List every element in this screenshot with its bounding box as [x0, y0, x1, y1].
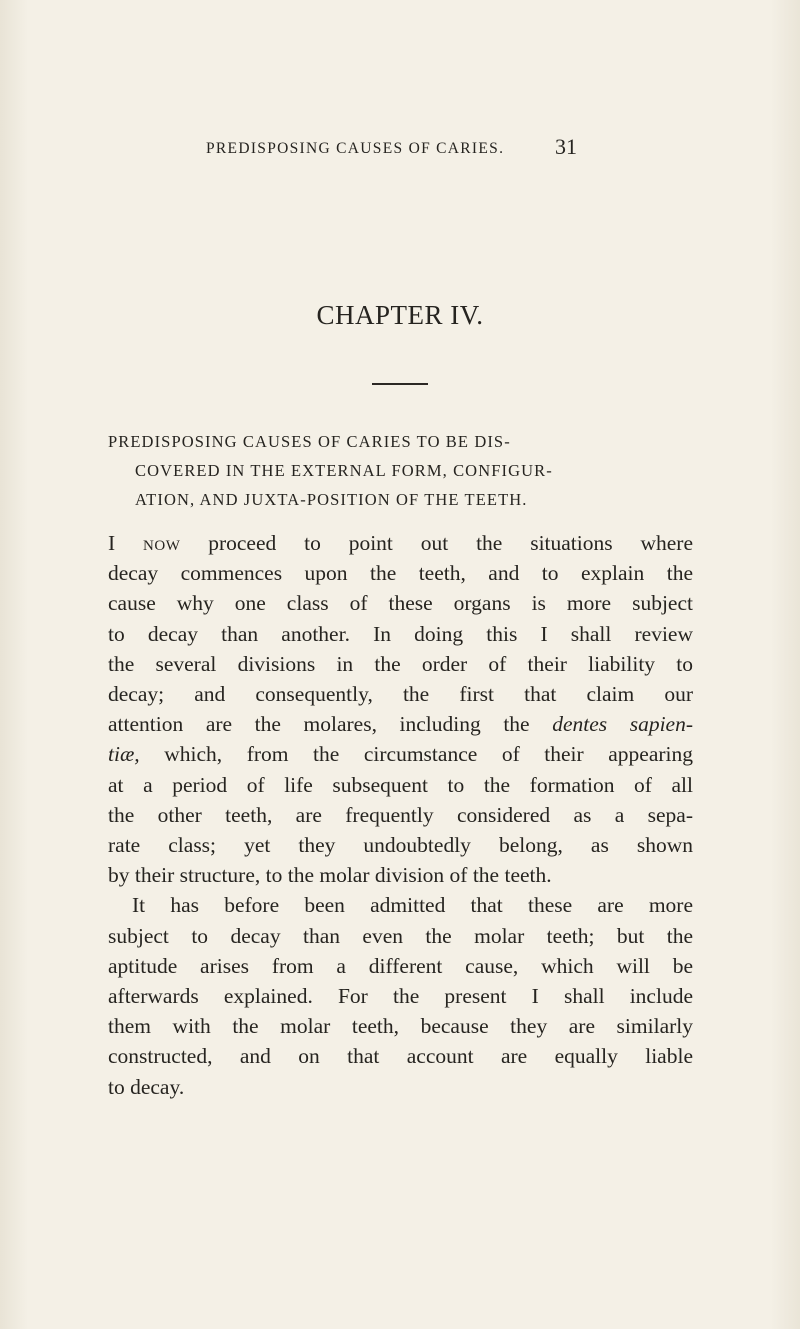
- chapter-divider: [372, 383, 428, 385]
- line-text: attention are the molares, including the: [108, 712, 530, 737]
- paragraph-1-line: the other teeth, are frequently considered as a sepa-: [108, 802, 693, 827]
- paragraph-2-line: aptitude arises from a different cause, which will be: [108, 953, 693, 978]
- line-text: which, from the circumstance of their appearing: [164, 742, 693, 767]
- paragraph-2-line: subject to decay than even the molar teeth; but the: [108, 923, 693, 948]
- paragraph-1-line: the several divisions in the order of their liability to: [108, 651, 693, 676]
- paragraph-1-line: [108, 709, 693, 739]
- small-caps-word: now: [143, 531, 181, 555]
- chapter-subtitle: [108, 427, 688, 514]
- paragraph-2-line: It has before been admitted that these are more: [132, 893, 693, 918]
- paragraph-1-line: by their structure, to the molar division of the teeth.: [108, 863, 552, 888]
- paragraph-2-line: constructed, and on that account are equally liable: [108, 1044, 693, 1069]
- paragraph-1-line: rate class; yet they undoubtedly belong, as shown: [108, 833, 693, 858]
- running-title: PREDISPOSING CAUSES OF CARIES.: [206, 140, 505, 157]
- body-text: [108, 528, 693, 1102]
- paragraph-1-line: decay commences upon the teeth, and to explain the: [108, 561, 693, 586]
- paragraph-2-line: them with the molar teeth, because they are similarly: [108, 1014, 693, 1039]
- paragraph-1-line: cause why one class of these organs is more subject: [108, 591, 693, 616]
- paragraph-2-line: afterwards explained. For the present I shall include: [108, 984, 693, 1009]
- italic-term: tiæ,: [108, 742, 140, 767]
- drop-initial: I: [108, 531, 116, 555]
- italic-term: dentes sapien-: [552, 712, 694, 737]
- paragraph-1-line: [108, 739, 693, 769]
- paragraph-1-line: at a period of life subsequent to the formation of all: [108, 772, 693, 797]
- paragraph-1-line: [108, 528, 693, 558]
- page-number: 31: [555, 134, 577, 159]
- paragraph-2-line: to decay.: [108, 1074, 185, 1099]
- running-head: [0, 134, 800, 164]
- subtitle-line: COVERED IN THE EXTERNAL FORM, CONFIGUR-: [135, 461, 553, 480]
- paragraph-1-line: decay; and consequently, the first that claim our: [108, 682, 693, 707]
- line-text: proceed to point out the situations where: [208, 531, 694, 555]
- subtitle-line: ATION, AND JUXTA-POSITION OF THE TEETH.: [135, 490, 528, 509]
- subtitle-line: PREDISPOSING CAUSES OF CARIES TO BE DIS-: [108, 432, 511, 451]
- chapter-title: CHAPTER IV.: [316, 300, 484, 330]
- paragraph-1-line: to decay than another. In doing this I shall review: [108, 621, 693, 646]
